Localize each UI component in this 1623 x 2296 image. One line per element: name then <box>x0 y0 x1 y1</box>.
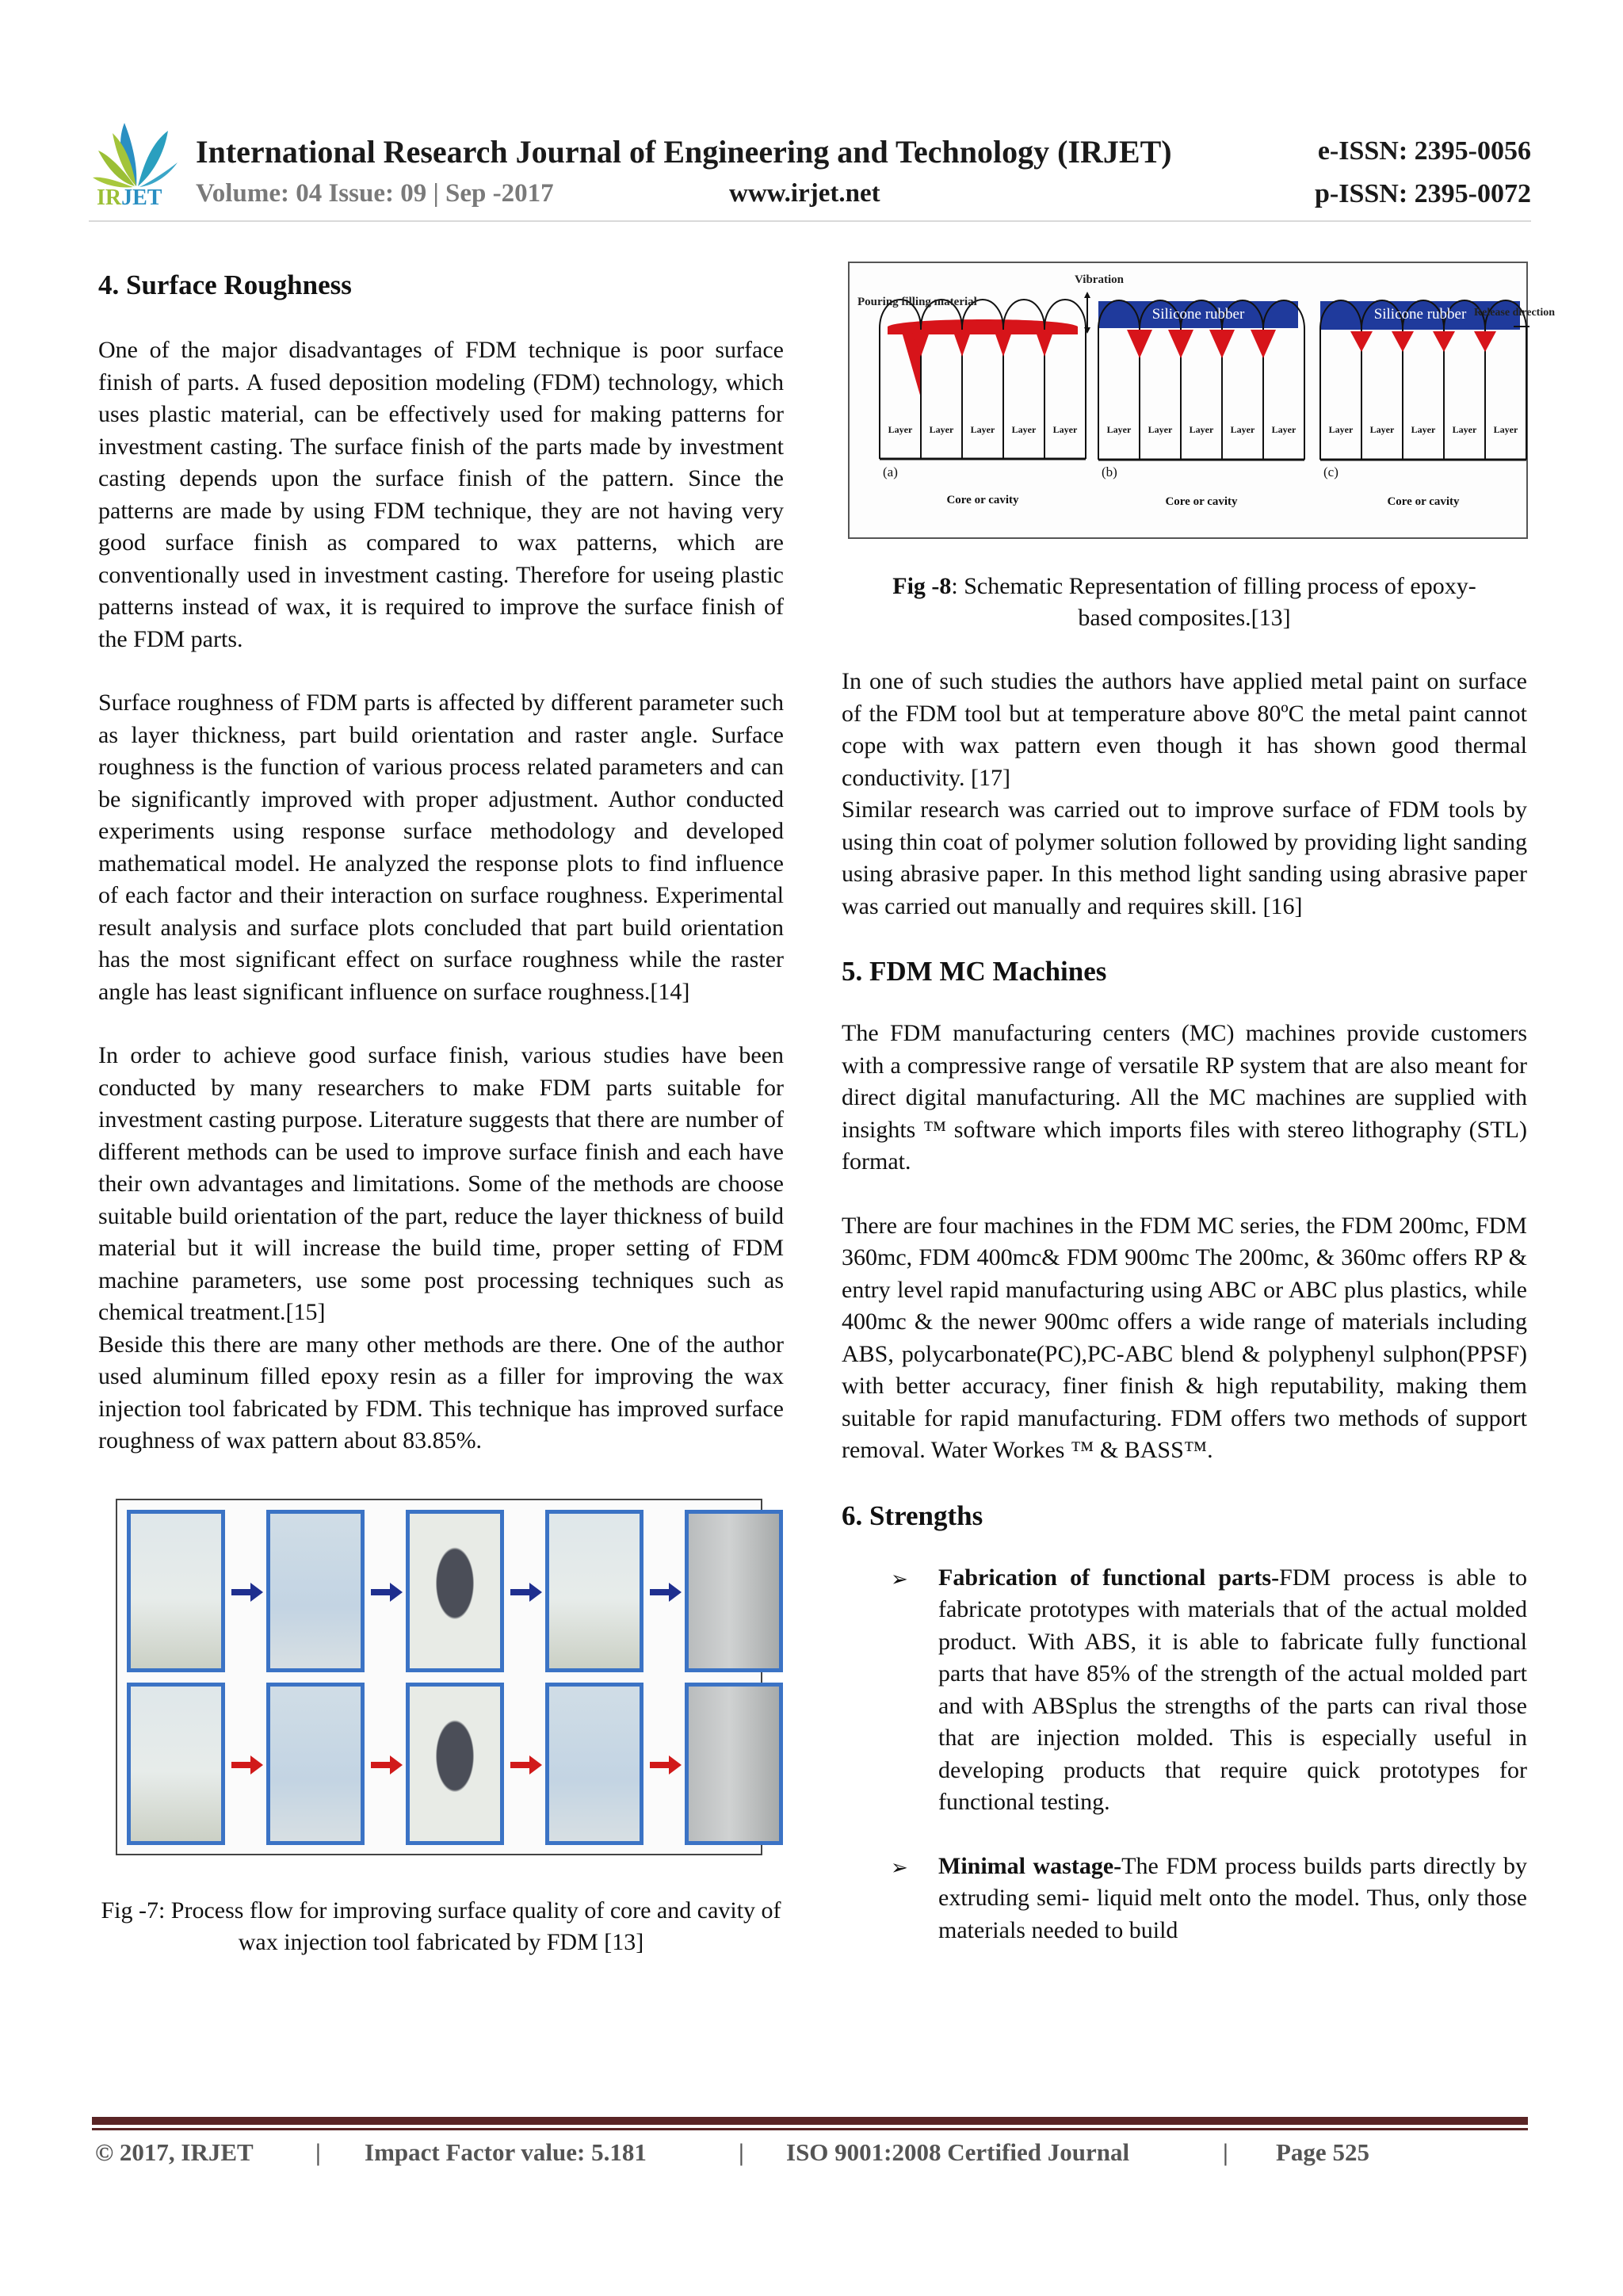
label-layer: Layer <box>1369 424 1395 435</box>
paragraph: In order to achieve good surface finish, various studies have been conducted by many researchers to make FDM parts suitable for investment casting purpose. Literature suggests that there are number of different methods can be used to improve surface finish and each have their own advantages and limitations. Some of the methods are choose suitable build orientation of the part, reduce the layer thickness of build material but it will increase the build time, proper setting of FDM machine parameters, use some post processing techniques such as chemical treatment.[15] <box>98 1042 784 1325</box>
label-core-c: Core or cavity <box>1387 495 1460 508</box>
page-header <box>89 119 1531 214</box>
left-column <box>98 268 784 1958</box>
label-layer: Layer <box>1271 424 1296 435</box>
label-release: Release direction <box>1474 307 1555 319</box>
arrow-right-icon <box>510 1755 542 1775</box>
bullet-title: Fabrication of functional parts- <box>938 1564 1280 1591</box>
label-core-a: Core or cavity <box>946 494 1019 506</box>
label-layer: Layer <box>1328 424 1354 435</box>
label-layer: Layer <box>1106 424 1132 435</box>
label-layer: Layer <box>1452 424 1477 435</box>
figure-8-label: Fig -8 <box>892 573 952 599</box>
section-heading-strengths: 6. Strengths <box>842 1499 983 1531</box>
arrow-right-icon <box>510 1583 542 1602</box>
label-layer: Layer <box>1148 424 1173 435</box>
paragraph: In one of such studies the authors have applied metal paint on surface of the FDM tool but at temperature above 80ºC the metal paint cannot cope with wax pattern even though it has shown good thermal conductivity. [17] <box>842 668 1527 791</box>
footer-rule-thin <box>92 2128 1528 2130</box>
journal-title: International Research Journal of Engineering and Technology (IRJET) <box>196 134 1172 170</box>
bullet-item <box>842 1562 1527 1819</box>
figure-7-photo-grid <box>116 1499 762 1855</box>
paragraph: Beside this there are many other methods are there. One of the author used aluminum filled epoxy resin as a filler for improving the wax injection tool fabricated by FDM. This technique has improved surface roughness of wax pattern about 83.85%. <box>98 1331 784 1454</box>
p-issn: p-ISSN: 2395-0072 <box>1315 179 1531 208</box>
label-layer: Layer <box>1189 424 1214 435</box>
arrow-right-icon <box>371 1583 403 1602</box>
process-photo <box>266 1510 365 1672</box>
e-issn: e-ISSN: 2395-0056 <box>1317 136 1531 166</box>
footer-impact-factor: Impact Factor value: 5.181 <box>365 2138 647 2166</box>
process-photo <box>685 1510 783 1672</box>
arrow-right-icon <box>650 1755 682 1775</box>
figure-7-caption: Fig -7: Process flow for improving surface quality of core and cavity of wax injection tool fabricated by FDM [13] <box>101 1897 781 1955</box>
label-layer: Layer <box>1052 424 1078 435</box>
process-photo <box>545 1510 643 1672</box>
right-column <box>842 262 1555 1946</box>
label-layer: Layer <box>888 424 913 435</box>
label-layer: Layer <box>1411 424 1436 435</box>
arrow-right-icon <box>231 1583 263 1602</box>
label-panel-b: (b) <box>1102 464 1117 479</box>
header-divider <box>89 220 1531 222</box>
section-heading-fdm-mc-machines: 5. FDM MC Machines <box>842 956 1107 987</box>
website-link[interactable]: www.irjet.net <box>729 179 880 208</box>
footer-separator: | <box>739 2138 744 2166</box>
label-silicone-c: Silicone rubber <box>1373 306 1467 323</box>
paragraph: Similar research was carried out to improve surface of FDM tools by using thin coat of polymer solution followed by providing light sanding using abrasive paper. In this method light sanding using abrasive paper was carried out manually and requires skill. [16] <box>842 797 1527 919</box>
figure-8-caption-text: : Schematic Representation of filling process of epoxy-based composites.[13] <box>951 573 1476 631</box>
bullet-title: Minimal wastage- <box>938 1852 1122 1879</box>
layer-labels-c <box>1320 414 1526 446</box>
label-vibration: Vibration <box>1075 273 1124 286</box>
process-photo <box>685 1683 783 1845</box>
figure-8-caption <box>842 571 1527 634</box>
irjet-logo <box>89 119 184 214</box>
arrow-bullet-icon: ➢ <box>891 1567 908 1591</box>
paragraph: Surface roughness of FDM parts is affected by different parameter such as layer thickness, part build orientation and raster angle. Surface roughness is the function of various process related parameters and can be significantly improved with proper adjustment. Author conducted experiments using response surface methodology and developed mathematical model. He analyzed the response plots to find influence of each factor and their interaction on surface roughness. Experimental result analysis and surface plots concluded that part build orientation has the most significant effect on surface roughness while the raster angle has least significant influence on surface roughness.[14] <box>98 690 784 1005</box>
label-layer: Layer <box>1493 424 1518 435</box>
label-layer: Layer <box>929 424 954 435</box>
bullet-text: The FDM process builds parts directly by extruding semi- liquid melt onto the model. Thus, only those materials needed to build <box>938 1852 1527 1943</box>
label-panel-c: (c) <box>1323 464 1338 479</box>
figure-8-schematic <box>848 262 1555 539</box>
process-photo <box>127 1683 225 1845</box>
footer-iso: ISO 9001:2008 Certified Journal <box>786 2138 1130 2166</box>
layer-labels-a <box>880 414 1086 446</box>
process-photo <box>406 1683 504 1845</box>
bullet-text: FDM process is able to fabricate prototypes with materials that of the actual molded product. With ABS, it is able to fabricate fully functional parts that have 85% of the strength of the actual molded part and with ABSplus the strengths of the parts can rival those that are injection molded. This is especially useful in developing products that require quick prototypes for functional testing. <box>938 1564 1527 1815</box>
paragraph: One of the major disadvantages of FDM technique is poor surface finish of parts. A fused deposition modeling (FDM) technology, which uses plastic material, can be effectively used for making patterns for investment casting. The surface finish of the parts made by investment casting depends upon the surface finish of the pattern. Since the patterns are made by using FDM technique, they are not having very good surface finish as compared to wax patterns, which are conventionally used in investment casting. Therefore for useing plastic patterns instead of wax, it is required to improve the surface finish of the FDM parts. <box>98 337 784 652</box>
arrow-right-icon <box>371 1755 403 1775</box>
layer-labels-b <box>1098 414 1304 446</box>
footer-page-number: Page 525 <box>1276 2138 1369 2166</box>
footer-rule-thick <box>92 2117 1528 2125</box>
volume-issue: Volume: 04 Issue: 09 | Sep -2017 <box>196 179 554 208</box>
label-layer: Layer <box>1011 424 1037 435</box>
bullet-item <box>842 1851 1527 1947</box>
vibration-arrow-icon <box>1084 292 1090 334</box>
paragraph: There are four machines in the FDM MC series, the FDM 200mc, FDM 360mc, FDM 400mc& FDM 900mc The 200mc, & 360mc offers RP & entry level rapid manufacturing using ABC or ABC plus plastics, while 400mc & the newer 900mc offers a wide range of materials including ABS, polycarbonate(PC),PC-ABC blend & polyphenyl sulphon(PPSF) with better accuracy, finer finish & high reputability, making them suitable for rapid manufacturing. FDM offers two methods of support removal. Water Workes ™ & BASS™. <box>842 1212 1527 1463</box>
footer-copyright: © 2017, IRJET <box>95 2138 254 2166</box>
process-photo <box>266 1683 365 1845</box>
section-heading-surface-roughness: 4. Surface Roughness <box>98 269 352 300</box>
label-panel-a: (a) <box>883 464 898 479</box>
footer-separator: | <box>315 2138 321 2166</box>
process-photo <box>545 1683 643 1845</box>
process-photo <box>127 1510 225 1672</box>
arrow-right-icon <box>650 1583 682 1602</box>
logo-ir: IR <box>97 185 122 210</box>
label-layer: Layer <box>970 424 995 435</box>
logo-wordmark <box>97 185 162 211</box>
paragraph: The FDM manufacturing centers (MC) machines provide customers with a compressive range of versatile RP system that are also meant for direct digital manufacturing. All the MC machines are supplied with insights ™ software which imports files with stereo lithography (STL) format. <box>842 1020 1527 1175</box>
logo-jet: JET <box>121 185 162 210</box>
leaf-logo-icon <box>89 119 184 190</box>
arrow-bullet-icon: ➢ <box>891 1855 908 1879</box>
label-layer: Layer <box>1230 424 1255 435</box>
label-silicone-b: Silicone rubber <box>1151 306 1245 323</box>
footer-separator: | <box>1223 2138 1228 2166</box>
arrow-right-icon <box>231 1755 263 1775</box>
label-core-b: Core or cavity <box>1165 495 1238 508</box>
process-photo <box>406 1510 504 1672</box>
label-pouring: Pouring filling material <box>857 296 977 308</box>
